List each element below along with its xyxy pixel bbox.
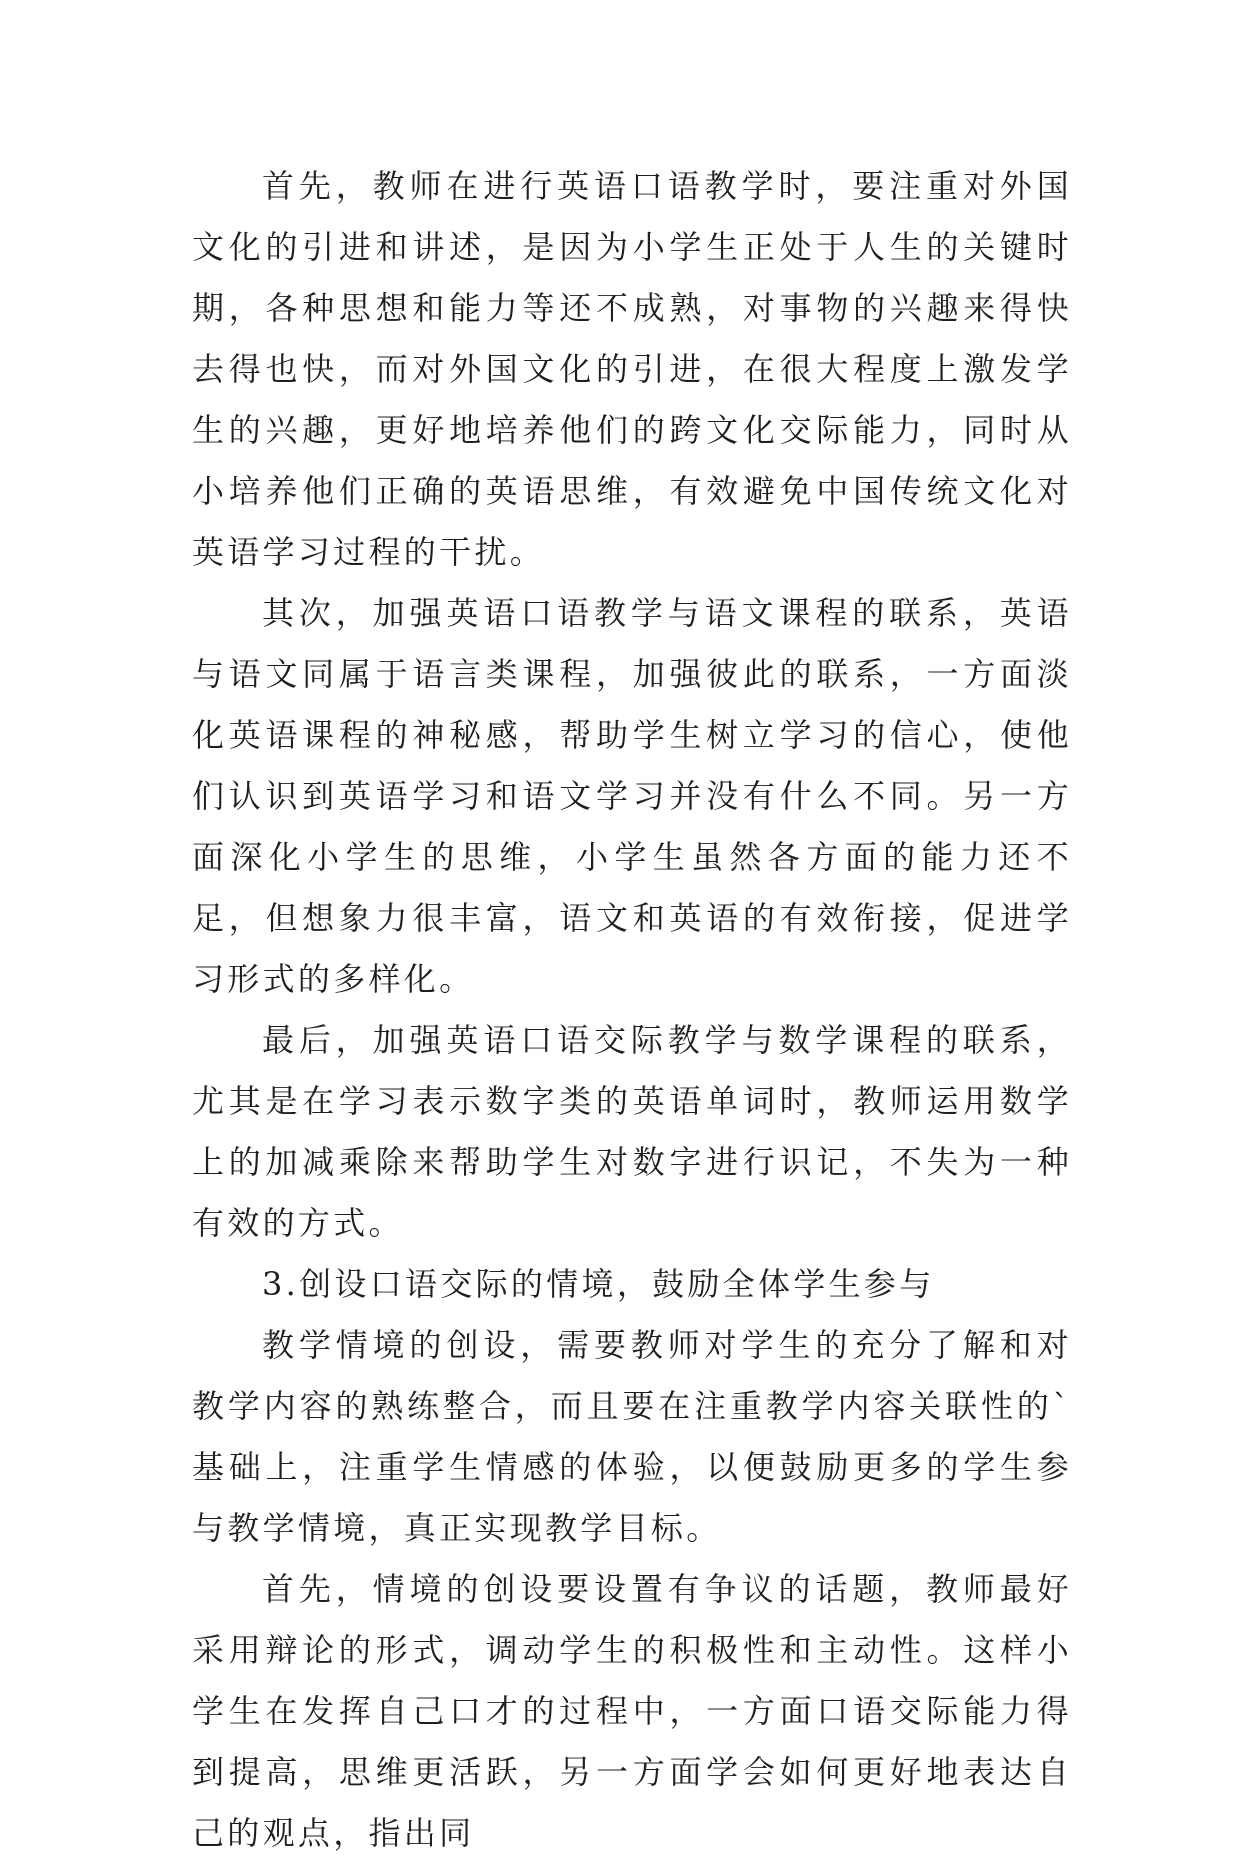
document-body — [192, 156, 1072, 1864]
paragraph-math-link: 最后，加强英语口语交际教学与数学课程的联系，尤其是在学习表示数字类的英语单词时，教师运用数学上的加减乘除来帮助学生对数字进行识记，不失为一种有效的方式。 — [192, 1021, 1072, 1242]
paragraph-situation-creation: 教学情境的创设，需要教师对学生的充分了解和对教学内容的熟练整合，而且要在注重教学内容关联性的`基础上，注重学生情感的体验，以便鼓励更多的学生参与教学情境，真正实现教学目标。 — [192, 1326, 1072, 1547]
section-heading-3: 3.创设口语交际的情境，鼓励全体学生参与 — [262, 1265, 935, 1303]
paragraph-intro-culture: 首先，教师在进行英语口语教学时，要注重对外国文化的引进和讲述，是因为小学生正处于人生的关键时期，各种思想和能力等还不成熟，对事物的兴趣来得快去得也快，而对外国文化的引进，在很大程度上激发学生的兴趣，更好地培养他们的跨文化交际能力，同时从小培养他们正确的英语思维，有效避免中国传统文化对英语学习过程的干扰。 — [192, 167, 1072, 571]
paragraph-debate-topic: 首先，情境的创设要设置有争议的话题，教师最好采用辩论的形式，调动学生的积极性和主动性。这样小学生在发挥自己口才的过程中，一方面口语交际能力得到提高，思维更活跃，另一方面学会如何更好地表达自己的观点，指出同 — [192, 1570, 1072, 1852]
paragraph-chinese-link: 其次，加强英语口语教学与语文课程的联系，英语与语文同属于语言类课程，加强彼此的联系，一方面淡化英语课程的神秘感，帮助学生树立学习的信心，使他们认识到英语学习和语文学习并没有什么不同。另一方面深化小学生的思维，小学生虽然各方面的能力还不足，但想象力很丰富，语文和英语的有效衔接，促进学习形式的多样化。 — [192, 594, 1072, 998]
